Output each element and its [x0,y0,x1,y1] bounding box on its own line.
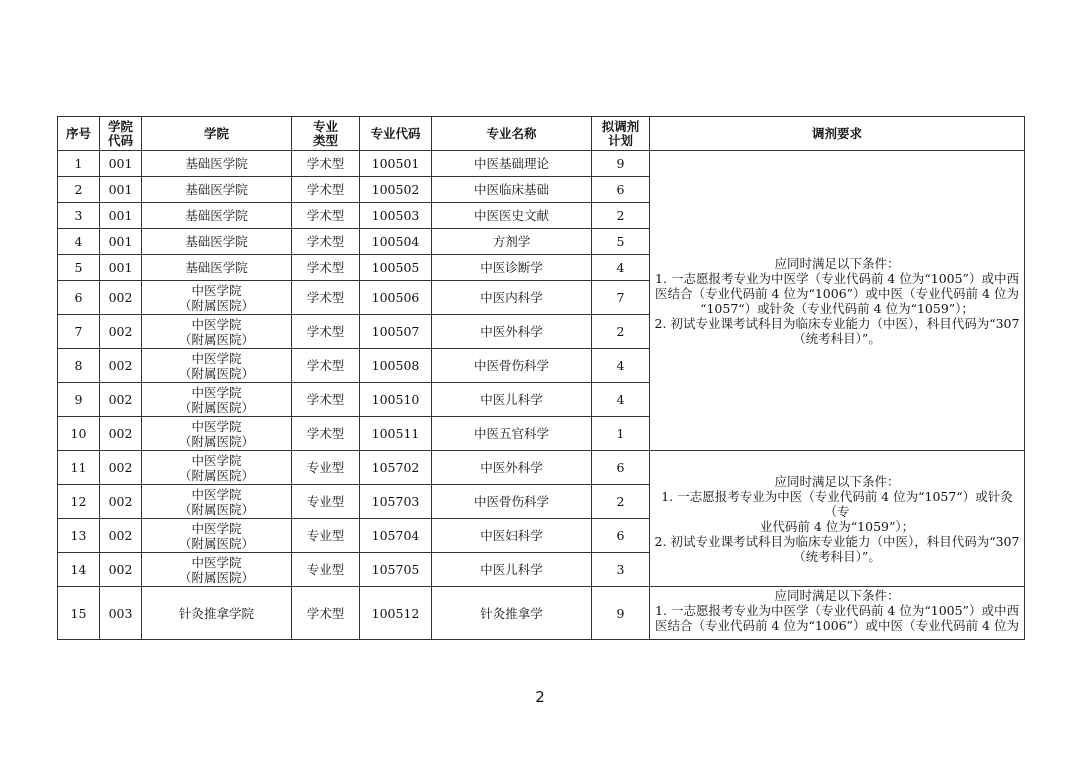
cell-seq: 1 [58,151,100,177]
cell-seq: 2 [58,177,100,203]
cell-plan: 9 [592,151,650,177]
cell-college-code: 001 [100,255,142,281]
cell-requirements-group-1: 应同时满足以下条件： 1. 一志愿报考专业为中医学（专业代码前 4 位为“1005”）或中西 医结合（专业代码前 4 位为“1006”）或中医（专业代码前 4 位为 “1057“）或针灸（专业代码前 4 位为“1059”）； 2. 初试专业课考试科目为临床专业能力（中医），科目代码为“307 （统考科目）”。 [650,151,1025,451]
cell-college-code: 002 [100,519,142,553]
cell-college: 针灸推拿学院 [142,587,292,640]
header-college-code: 学院 代码 [100,117,142,151]
cell-major-code: 100506 [360,281,432,315]
cell-major-type: 专业型 [292,553,360,587]
cell-major-type: 学术型 [292,229,360,255]
cell-major-code: 100504 [360,229,432,255]
cell-plan: 4 [592,349,650,383]
cell-major-name: 中医内科学 [432,281,592,315]
cell-college-code: 002 [100,281,142,315]
cell-major-code: 100510 [360,383,432,417]
cell-major-code: 100511 [360,417,432,451]
cell-major-type: 学术型 [292,281,360,315]
cell-major-code: 105704 [360,519,432,553]
cell-plan: 6 [592,519,650,553]
cell-major-code: 100505 [360,255,432,281]
cell-major-code: 105703 [360,485,432,519]
cell-college-code: 002 [100,349,142,383]
cell-major-name: 中医儿科学 [432,553,592,587]
cell-major-name: 针灸推拿学 [432,587,592,640]
cell-plan: 1 [592,417,650,451]
cell-major-type: 学术型 [292,417,360,451]
cell-major-code: 100503 [360,203,432,229]
cell-plan: 2 [592,485,650,519]
cell-college: 中医学院 （附属医院） [142,519,292,553]
page-number: 2 [535,688,545,706]
header-plan: 拟调剂 计划 [592,117,650,151]
header-seq: 序号 [58,117,100,151]
cell-major-name: 中医基础理论 [432,151,592,177]
header-college: 学院 [142,117,292,151]
header-requirements: 调剂要求 [650,117,1025,151]
cell-major-code: 100502 [360,177,432,203]
cell-seq: 4 [58,229,100,255]
header-major-name: 专业名称 [432,117,592,151]
cell-major-code: 105705 [360,553,432,587]
cell-major-name: 中医外科学 [432,315,592,349]
table-row [58,587,1025,640]
cell-major-type: 学术型 [292,203,360,229]
cell-college-code: 003 [100,587,142,640]
cell-college-code: 002 [100,553,142,587]
header-major-type: 专业 类型 [292,117,360,151]
cell-college-code: 002 [100,315,142,349]
cell-seq: 12 [58,485,100,519]
cell-college-code: 001 [100,177,142,203]
cell-major-type: 学术型 [292,177,360,203]
cell-plan: 4 [592,255,650,281]
cell-major-code: 100501 [360,151,432,177]
cell-college: 中医学院 （附属医院） [142,417,292,451]
cell-college: 中医学院 （附属医院） [142,451,292,485]
cell-major-type: 专业型 [292,485,360,519]
cell-plan: 5 [592,229,650,255]
header-major-code: 专业代码 [360,117,432,151]
cell-seq: 15 [58,587,100,640]
cell-major-code: 100512 [360,587,432,640]
cell-major-name: 中医骨伤科学 [432,349,592,383]
cell-college: 中医学院 （附属医院） [142,553,292,587]
cell-college: 基础医学院 [142,203,292,229]
cell-college-code: 002 [100,485,142,519]
cell-major-type: 学术型 [292,315,360,349]
cell-plan: 2 [592,203,650,229]
cell-seq: 6 [58,281,100,315]
cell-major-name: 中医骨伤科学 [432,485,592,519]
cell-major-name: 中医临床基础 [432,177,592,203]
cell-college-code: 001 [100,203,142,229]
cell-major-name: 中医诊断学 [432,255,592,281]
cell-college: 中医学院 （附属医院） [142,281,292,315]
cell-seq: 7 [58,315,100,349]
cell-college: 基础医学院 [142,151,292,177]
cell-plan: 2 [592,315,650,349]
cell-requirements-group-3: 应同时满足以下条件： 1. 一志愿报考专业为中医学（专业代码前 4 位为“1005”）或中西 医结合（专业代码前 4 位为“1006”）或中医（专业代码前 4 位为 [650,587,1025,640]
cell-major-code: 100508 [360,349,432,383]
cell-seq: 8 [58,349,100,383]
cell-college-code: 002 [100,417,142,451]
cell-seq: 5 [58,255,100,281]
cell-plan: 9 [592,587,650,640]
cell-college-code: 002 [100,383,142,417]
cell-major-type: 专业型 [292,451,360,485]
cell-seq: 11 [58,451,100,485]
table-row [58,451,1025,485]
adjustment-table [57,116,1025,640]
cell-major-type: 专业型 [292,519,360,553]
cell-college: 中医学院 （附属医院） [142,315,292,349]
cell-college-code: 001 [100,229,142,255]
cell-seq: 14 [58,553,100,587]
cell-major-type: 学术型 [292,587,360,640]
cell-plan: 6 [592,451,650,485]
cell-major-type: 学术型 [292,349,360,383]
cell-plan: 4 [592,383,650,417]
cell-seq: 9 [58,383,100,417]
cell-plan: 3 [592,553,650,587]
cell-major-name: 中医儿科学 [432,383,592,417]
cell-seq: 3 [58,203,100,229]
cell-major-name: 中医外科学 [432,451,592,485]
cell-college: 中医学院 （附属医院） [142,485,292,519]
cell-college: 中医学院 （附属医院） [142,383,292,417]
cell-college: 基础医学院 [142,255,292,281]
cell-college: 基础医学院 [142,177,292,203]
cell-college-code: 001 [100,151,142,177]
cell-major-name: 方剂学 [432,229,592,255]
cell-major-code: 105702 [360,451,432,485]
cell-major-type: 学术型 [292,255,360,281]
table-row [58,151,1025,177]
cell-college: 基础医学院 [142,229,292,255]
cell-requirements-group-2: 应同时满足以下条件： 1. 一志愿报考专业为中医（专业代码前 4 位为“1057“）或针灸（专 业代码前 4 位为“1059”）； 2. 初试专业课考试科目为临床专业能力（中医），科目代码为“307 （统考科目）”。 [650,451,1025,587]
cell-major-code: 100507 [360,315,432,349]
cell-major-name: 中医五官科学 [432,417,592,451]
cell-plan: 7 [592,281,650,315]
cell-seq: 10 [58,417,100,451]
cell-college: 中医学院 （附属医院） [142,349,292,383]
cell-seq: 13 [58,519,100,553]
cell-plan: 6 [592,177,650,203]
cell-college-code: 002 [100,451,142,485]
cell-major-name: 中医医史文献 [432,203,592,229]
cell-major-type: 学术型 [292,151,360,177]
table-header-row [58,117,1025,151]
cell-major-name: 中医妇科学 [432,519,592,553]
cell-major-type: 学术型 [292,383,360,417]
